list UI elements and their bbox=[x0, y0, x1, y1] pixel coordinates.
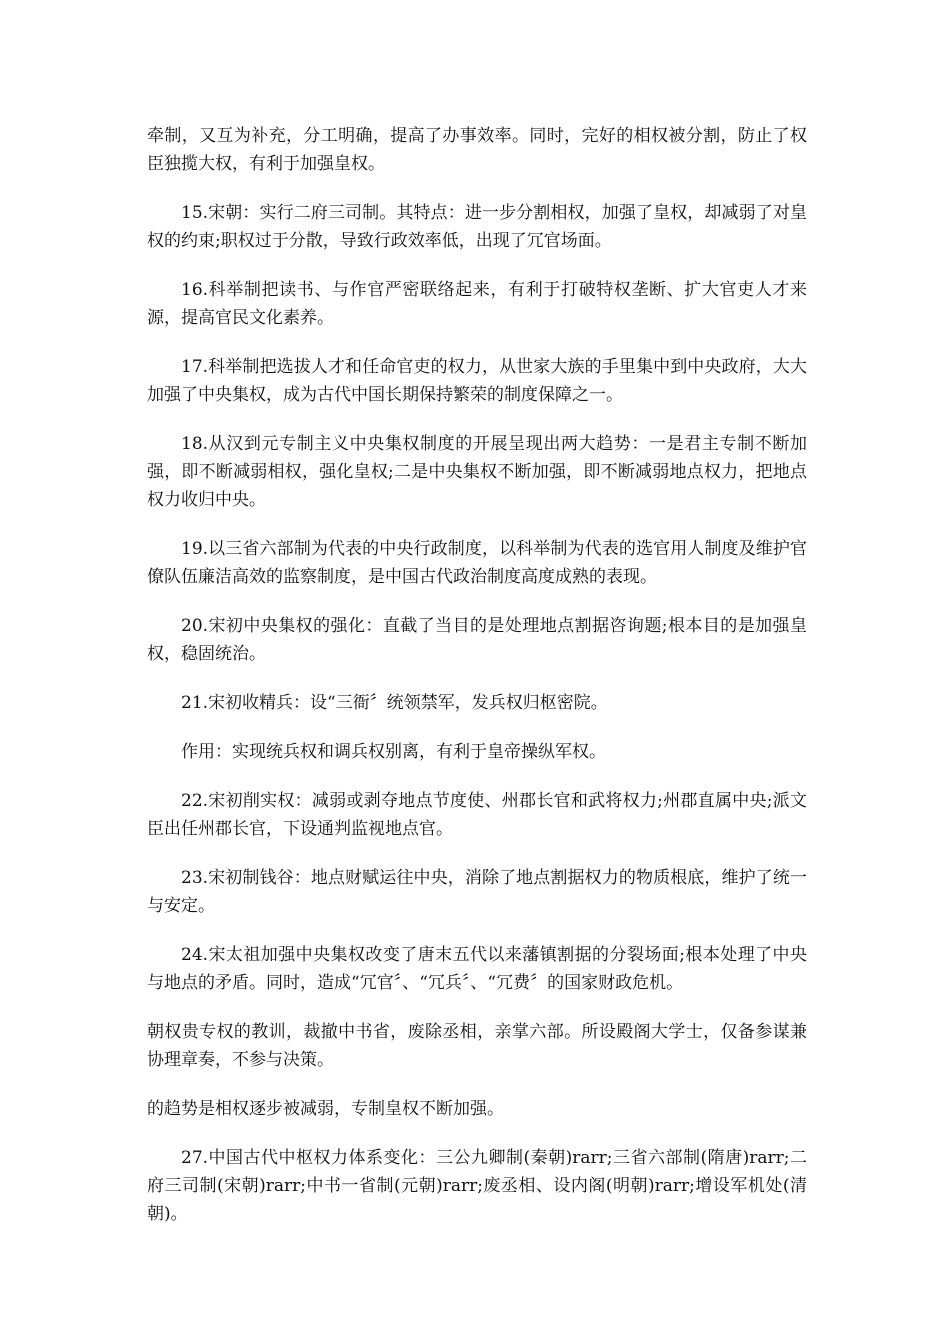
paragraph: 19.以三省六部制为代表的中央行政制度，以科举制为代表的选官用人制度及维护官僚队伍廉洁高效的监察制度，是中国古代政治制度高度成熟的表现。 bbox=[147, 539, 807, 587]
document-body bbox=[147, 122, 807, 1249]
paragraph: 的趋势是相权逐步被减弱，专制皇权不断加强。 bbox=[147, 1099, 504, 1119]
paragraph: 24.宋太祖加强中央集权改变了唐末五代以来藩镇割据的分裂场面;根本处理了中央与地点的矛盾。同时，造成“冗官〞、“冗兵〞、“冗费〞的国家财政危机。 bbox=[147, 945, 807, 993]
paragraph: 作用：实现统兵权和调兵权别离，有利于皇帝操纵军权。 bbox=[181, 742, 606, 762]
paragraph: 22.宋初削实权：减弱或剥夺地点节度使、州郡长官和武将权力;州郡直属中央;派文臣出任州郡长官，下设通判监视地点官。 bbox=[147, 791, 807, 839]
paragraph: 27.中国古代中枢权力体系变化：三公九卿制(秦朝)rarr;三省六部制(隋唐)rarr;二府三司制(宋朝)rarr;中书一省制(元朝)rarr;废丞相、设内阁(明朝)rarr;增设军机处(清朝)。 bbox=[147, 1148, 807, 1224]
paragraph: 16.科举制把读书、与作官严密联络起来，有利于打破特权垄断、扩大官吏人才来源，提高官民文化素养。 bbox=[147, 280, 807, 328]
paragraph: 朝权贵专权的教训，裁撤中书省，废除丞相，亲掌六部。所设殿阁大学士，仅备参谋兼协理章奏，不参与决策。 bbox=[147, 1022, 807, 1070]
paragraph: 牵制，又互为补充，分工明确，提高了办事效率。同时，完好的相权被分割，防止了权臣独揽大权，有利于加强皇权。 bbox=[147, 126, 807, 174]
paragraph: 23.宋初制钱谷：地点财赋运往中央，消除了地点割据权力的物质根底，维护了统一与安定。 bbox=[147, 868, 807, 916]
paragraph: 17.科举制把选拔人才和任命官吏的权力，从世家大族的手里集中到中央政府，大大加强了中央集权，成为古代中国长期保持繁荣的制度保障之一。 bbox=[147, 357, 807, 405]
paragraph: 21.宋初收精兵：设“三衙〞统领禁军，发兵权归枢密院。 bbox=[181, 693, 608, 713]
paragraph: 20.宋初中央集权的强化：直截了当目的是处理地点割据咨询题;根本目的是加强皇权，稳固统治。 bbox=[147, 616, 807, 664]
paragraph: 18.从汉到元专制主义中央集权制度的开展呈现出两大趋势：一是君主专制不断加强，即不断减弱相权，强化皇权;二是中央集权不断加强，即不断减弱地点权力，把地点权力收归中央。 bbox=[147, 434, 807, 510]
paragraph: 15.宋朝：实行二府三司制。其特点：进一步分割相权，加强了皇权，却减弱了对皇权的约束;职权过于分散，导致行政效率低，出现了冗官场面。 bbox=[147, 203, 807, 251]
